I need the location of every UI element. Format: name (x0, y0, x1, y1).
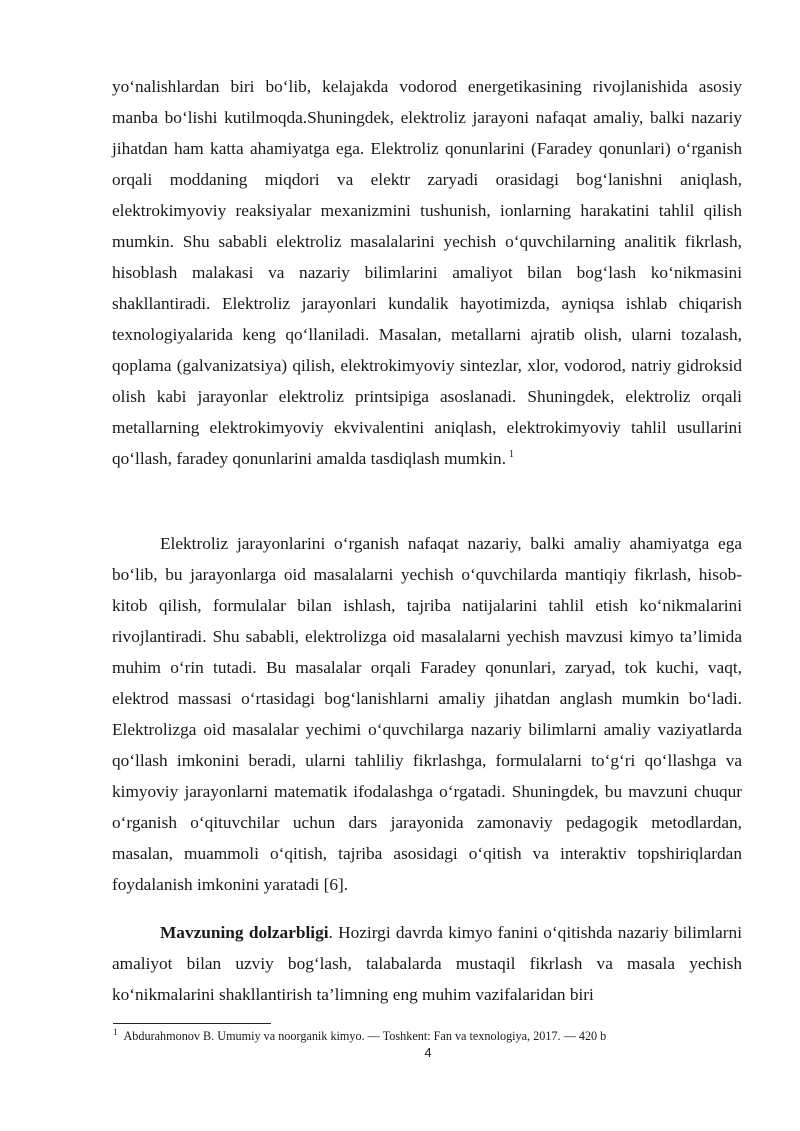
paragraph-2-text: Elektroliz jarayonlarini o‘rganish nafaqat nazariy, balki amaliy ahamiyatga ega bo‘lib, bu jarayonlarga oid masalalarni yechish o‘quvchilarda mantiqiy fikrlash, hisob-kitob qilish, formulalar bilan ishlash, tajriba natijalarini tahlil etish ko‘nikmalarini rivojlantiradi. Shu sababli, elektrolizga oid masalalarni yechish mavzusi kimyo ta’limida muhim o‘rin tutadi. Bu masalalar orqali Faradey qonunlari, zaryad, tok kuchi, vaqt, elektrod massasi o‘rtasidagi bog‘lanishlarni amaliy jihatdan anglash mumkin bo‘ladi. Elektrolizga oid masalalar yechimi o‘quvchilarga nazariy bilimlarni amaliy vaziyatlarda qo‘llash imkonini beradi, ularni tahliliy fikrlashga, formulalarni to‘g‘ri qo‘llashga va kimyoviy jarayonlarni matematik ifodalashga o‘rgatadi. Shuningdek, bu mavzuni chuqur o‘rganish o‘qituvchilar uchun dars jarayonida zamonaviy pedagogik metodlardan, masalan, muammoli o‘qitish, tajriba asosidagi o‘qitish va interaktiv topshiriqlardan foydalanish imkonini yaratadi [6]. (112, 534, 742, 894)
footnote-mark: 1 (113, 1026, 118, 1037)
footnote-reference[interactable]: 1 (509, 449, 515, 461)
footnote (113, 1028, 743, 1044)
paragraph-2 (112, 528, 742, 900)
paragraph-3 (112, 917, 742, 1010)
page-number: 4 (424, 1045, 432, 1060)
footnote-text: Abdurahmonov B. Umumiy va noorganik kimyo. — Toshkent: Fan va texnologiya, 2017. — 420 b (123, 1029, 607, 1043)
paragraph-3-text: . Hozirgi davrda kimyo fanini o‘qitishda nazariy bilimlarni amaliyot bilan uzviy bog‘lash, talabalarda mustaqil fikrlash va masala yechish ko‘nikmalarini shakllantirish ta’limning eng muhim vazifalaridan biri (112, 923, 742, 1004)
section-heading-inline: Mavzuning dolzarbligi (160, 923, 329, 942)
paragraph-1-text: yo‘nalishlardan biri bo‘lib, kelajakda vodorod energetikasining rivojlanishida asosiy manba bo‘lishi kutilmoqda.Shuningdek, elektroliz jarayoni nafaqat amaliy, balki nazariy jihatdan ham katta ahamiyatga ega. Elektroliz qonunlarini (Faradey qonunlari) o‘rganish orqali moddaning miqdori va elektr zaryadi orasidagi bog‘lanishni aniqlash, elektrokimyoviy reaksiyalar mexanizmini tushunish, ionlarning harakatini tahlil qilish mumkin. Shu sababli elektroliz masalalarini yechish o‘quvchilarning analitik fikrlash, hisoblash malakasi va nazariy bilimlarini amaliyot bilan bog‘lash ko‘nikmasini shakllantiradi. Elektroliz jarayonlari kundalik hayotimizda, ayniqsa ishlab chiqarish texnologiyalarida keng qo‘llaniladi. Masalan, metallarni ajratib olish, ularni tozalash, qoplama (galvanizatsiya) qilish, elektrokimyoviy sintezlar, xlor, vodorod, natriy gidroksid olish kabi jarayonlar elektroliz printsipiga asoslanadi. Shuningdek, elektroliz orqali metallarning elektrokimyoviy ekvivalentini aniqlash, elektrokimyoviy tahlil usullarini qo‘llash, faradey qonunlarini amalda tasdiqlash mumkin. (112, 77, 742, 468)
footnote-divider (113, 1023, 271, 1024)
paragraph-1 (112, 71, 742, 474)
